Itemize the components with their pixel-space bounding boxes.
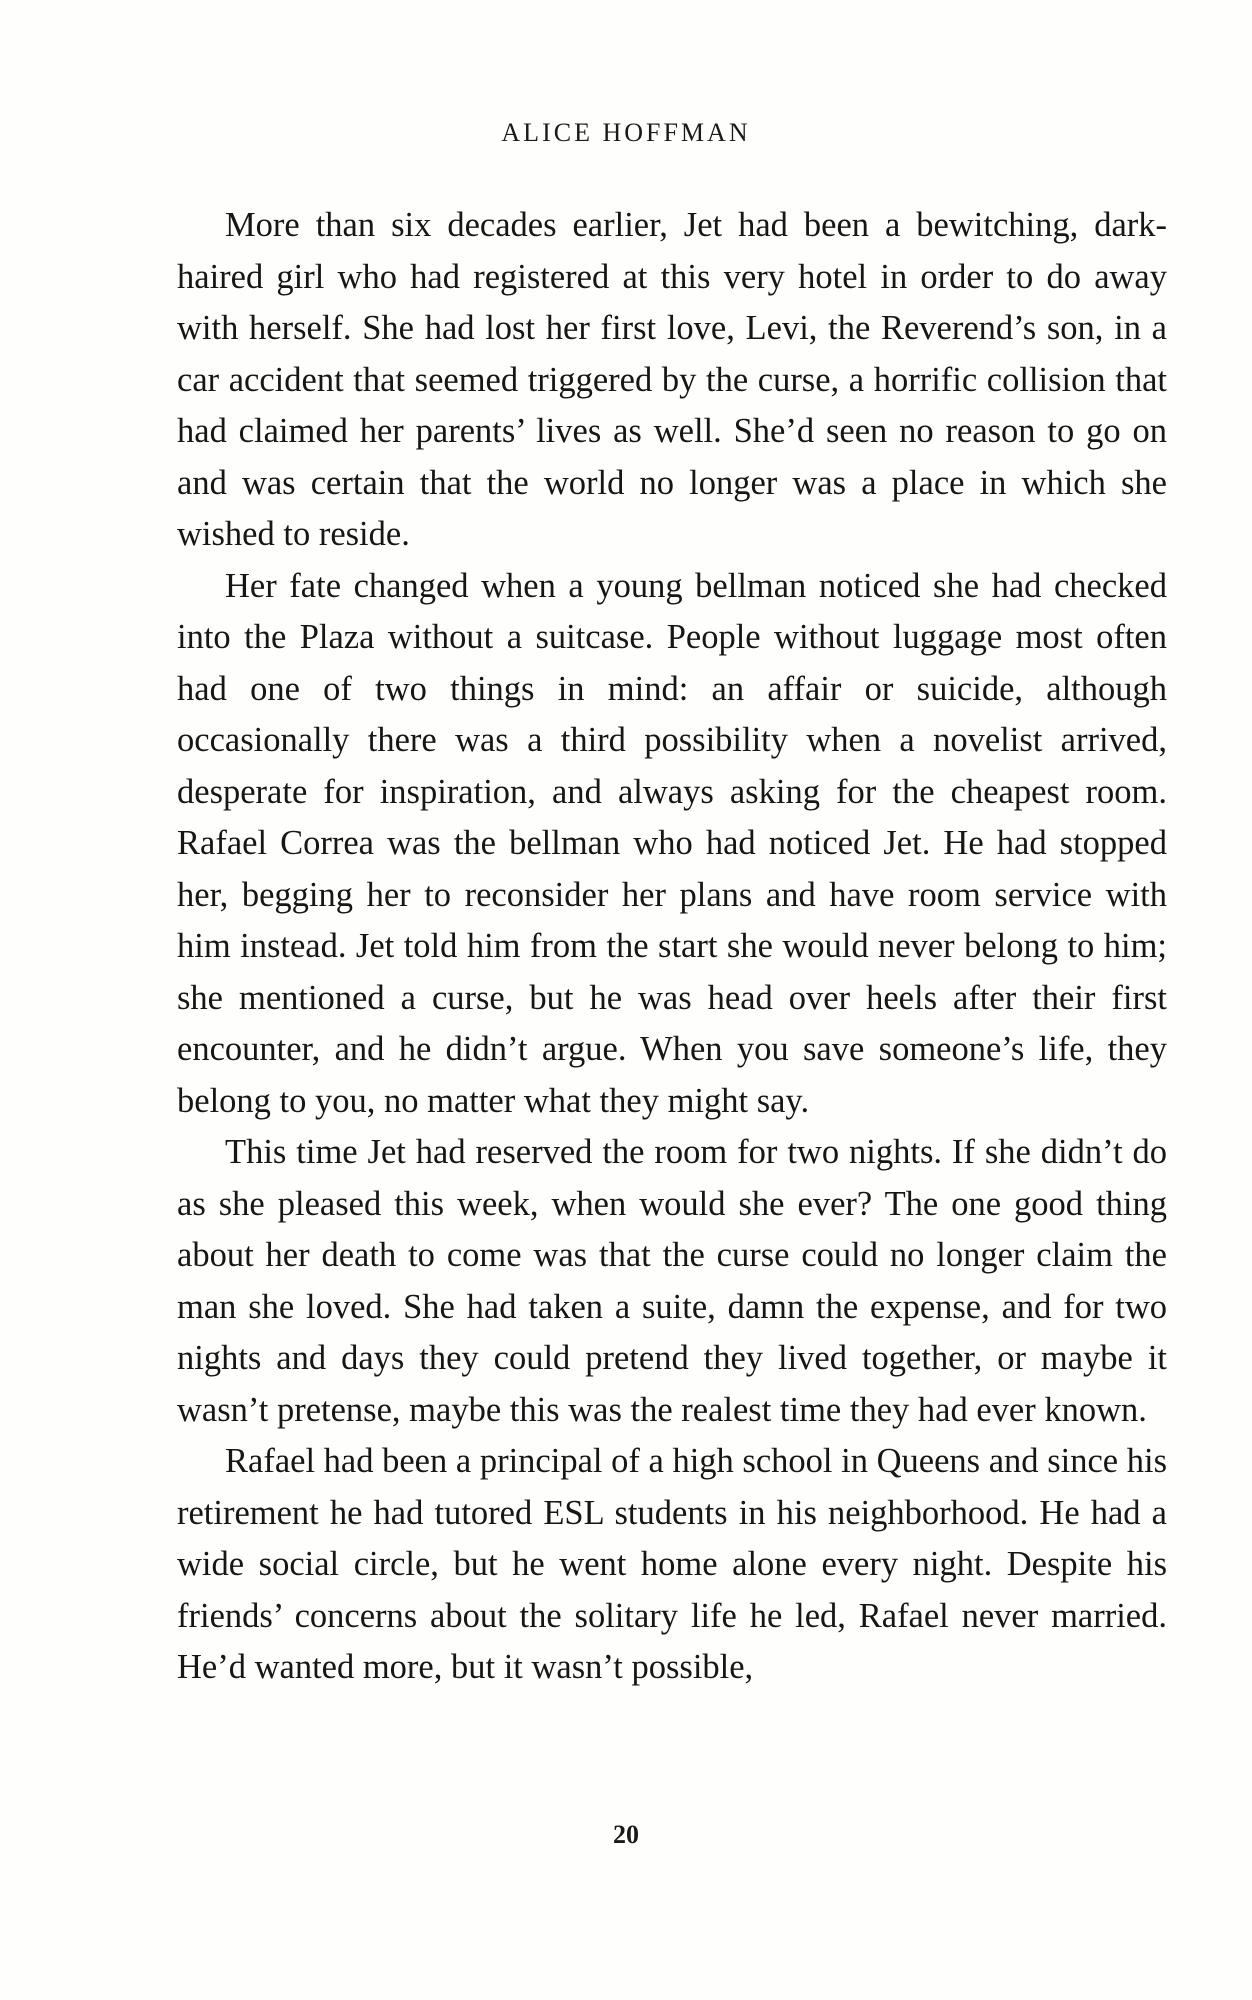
paragraph: This time Jet had reserved the room for two nights. If she didn’t do as she pleased this week, when would she ever? The one good thing about her death to come was that the curse could no longer claim the man she loved. She had taken a suite, damn the expense, and for two nights and days they could pretend they lived together, or maybe it wasn’t pretense, maybe this was the realest time they had ever known.: [177, 1133, 1167, 1429]
paragraph: Rafael had been a principal of a high school in Queens and since his retirement he had tutored ESL students in his neighborhood. He had a wide social circle, but he went home alone every night. Despite his friends’ concerns about the solitary life he led, Rafael never married. He’d wanted more, but it wasn’t possible,: [177, 1442, 1167, 1686]
paragraph: More than six decades earlier, Jet had been a bewitching, dark-haired girl who had registered at this very hotel in order to do away with herself. She had lost her first love, Levi, the Reverend’s son, in a car accident that seemed triggered by the curse, a horrific collision that had claimed her parents’ lives as well. She’d seen no reason to go on and was certain that the world no longer was a place in which she wished to reside.: [177, 206, 1167, 553]
body-text: [177, 200, 1167, 1694]
page-number: 20: [613, 1820, 639, 1849]
paragraph: Her fate changed when a young bellman noticed she had checked into the Plaza without a suitcase. People without luggage most often had one of two things in mind: an affair or suicide, although occasionally there was a third possibility when a novelist arrived, desperate for inspiration, and always asking for the cheapest room. Rafael Correa was the bellman who had noticed Jet. He had stopped her, begging her to reconsider her plans and have room service with him instead. Jet told him from the start she would never belong to him; she mentioned a curse, but he was head over heels after their first encounter, and he didn’t argue. When you save someone’s life, they belong to you, no matter what they might say.: [177, 566, 1167, 1120]
running-head: ALICE HOFFMAN: [501, 118, 751, 147]
